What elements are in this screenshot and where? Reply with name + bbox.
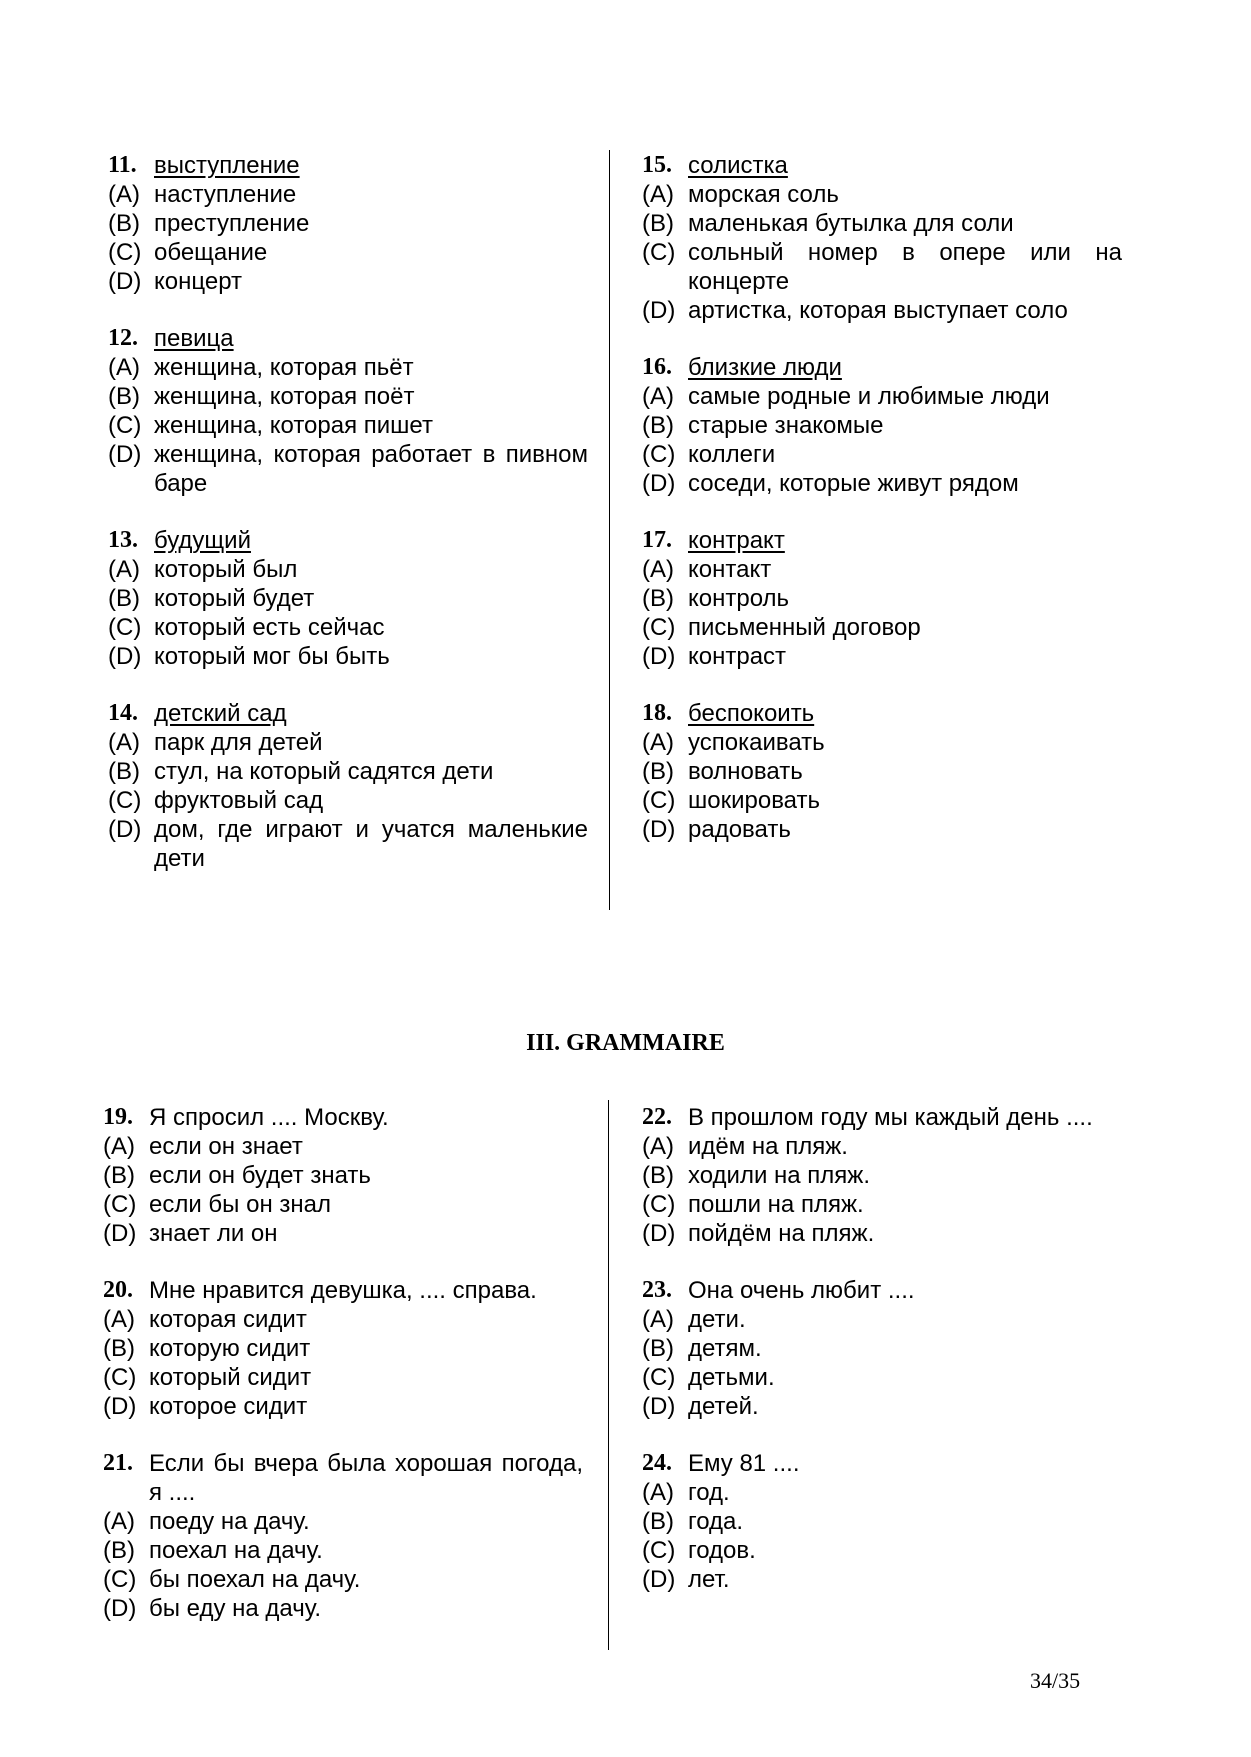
question-item [108, 526, 588, 671]
option-label: (B) [103, 1335, 135, 1362]
option-label: (A) [108, 181, 140, 208]
answer-option [642, 815, 1122, 844]
option-label: (C) [642, 1191, 676, 1218]
option-text: морская соль [688, 181, 839, 208]
answer-option [108, 180, 588, 209]
option-label: (A) [103, 1306, 135, 1333]
option-text: женщина, которая работает в пивном баре [154, 441, 588, 497]
option-text: ходили на пляж. [688, 1162, 871, 1189]
answer-option [103, 1507, 583, 1536]
grammar-left-column [103, 1103, 583, 1651]
option-text: обещание [154, 239, 268, 266]
option-label: (D) [108, 268, 142, 295]
option-text: если он будет знать [149, 1162, 371, 1189]
option-text: концерт [154, 268, 243, 295]
option-text: которую сидит [149, 1335, 311, 1362]
option-text: год. [688, 1479, 730, 1506]
question-header [108, 151, 588, 180]
option-text: детям. [688, 1335, 762, 1362]
option-label: (D) [108, 643, 142, 670]
option-label: (C) [642, 614, 676, 641]
option-label: (C) [108, 412, 142, 439]
page-number: 34/35 [1030, 1668, 1081, 1693]
option-text: бы поехал на дачу. [149, 1566, 361, 1593]
grammar-column-divider [608, 1100, 609, 1650]
question-item [642, 699, 1122, 844]
option-label: (C) [642, 441, 676, 468]
question-header [103, 1449, 583, 1507]
option-label: (D) [103, 1220, 137, 1247]
option-label: (D) [642, 816, 676, 843]
option-label: (D) [642, 297, 676, 324]
option-text: которое сидит [149, 1393, 308, 1420]
answer-option [642, 584, 1122, 613]
option-label: (B) [642, 758, 674, 785]
vocabulary-right-column [642, 151, 1122, 872]
option-text: маленькая бутылка для соли [688, 210, 1014, 237]
option-text: если бы он знал [149, 1191, 331, 1218]
question-number: 14. [108, 700, 138, 726]
option-text: который сидит [149, 1364, 312, 1391]
answer-option [642, 1478, 1122, 1507]
option-text: поеду на дачу. [149, 1508, 310, 1535]
option-text: если он знает [149, 1133, 303, 1160]
option-text: идём на пляж. [688, 1133, 848, 1160]
option-text: который будет [154, 585, 315, 612]
question-item [108, 699, 588, 873]
question-header [642, 151, 1122, 180]
option-label: (A) [642, 181, 674, 208]
question-header [642, 353, 1122, 382]
option-text: старые знакомые [688, 412, 884, 439]
option-text: самые родные и любимые люди [688, 383, 1050, 410]
option-label: (D) [108, 816, 142, 843]
question-header [642, 1103, 1122, 1132]
answer-option [103, 1190, 583, 1219]
option-text: пошли на пляж. [688, 1191, 864, 1218]
question-number: 12. [108, 325, 138, 351]
answer-option [642, 238, 1122, 296]
option-label: (B) [642, 1335, 674, 1362]
answer-option [642, 555, 1122, 584]
option-text: контроль [688, 585, 790, 612]
question-term: беспокоить [688, 700, 815, 727]
option-text: шокировать [688, 787, 820, 814]
option-label: (A) [108, 354, 140, 381]
option-label: (B) [108, 383, 140, 410]
option-label: (A) [103, 1508, 135, 1535]
option-text: наступление [154, 181, 297, 208]
answer-option [642, 1334, 1122, 1363]
question-item [642, 1276, 1122, 1421]
question-text: Я спросил .... Москву. [149, 1104, 389, 1131]
question-number: 15. [642, 152, 672, 178]
option-label: (A) [103, 1133, 135, 1160]
question-header [108, 324, 588, 353]
answer-option [642, 1305, 1122, 1334]
option-label: (D) [642, 643, 676, 670]
option-text: которая сидит [149, 1306, 307, 1333]
question-text: Мне нравится девушка, .... справа. [149, 1277, 537, 1304]
question-number: 24. [642, 1450, 672, 1476]
answer-option [108, 642, 588, 671]
answer-option [642, 613, 1122, 642]
option-label: (B) [642, 412, 674, 439]
option-label: (A) [642, 1133, 674, 1160]
option-text: фруктовый сад [154, 787, 324, 814]
section-title: III. GRAMMAIRE [526, 1030, 725, 1056]
option-text: письменный договор [688, 614, 921, 641]
question-item [103, 1103, 583, 1248]
vocabulary-column-divider [609, 150, 610, 910]
question-term: контракт [688, 527, 785, 554]
question-number: 16. [642, 354, 672, 380]
question-header [108, 699, 588, 728]
option-text: радовать [688, 816, 791, 843]
option-label: (D) [103, 1393, 137, 1420]
option-label: (A) [642, 729, 674, 756]
answer-option [108, 757, 588, 786]
option-text: успокаивать [688, 729, 825, 756]
option-label: (C) [642, 1364, 676, 1391]
option-text: контакт [688, 556, 772, 583]
answer-option [108, 440, 588, 498]
question-text: Она очень любит .... [688, 1277, 915, 1304]
option-label: (C) [103, 1191, 137, 1218]
answer-option [642, 1507, 1122, 1536]
option-label: (A) [642, 383, 674, 410]
option-label: (B) [642, 210, 674, 237]
answer-option [103, 1219, 583, 1248]
question-number: 11. [108, 152, 137, 178]
answer-option [642, 1219, 1122, 1248]
option-text: женщина, которая поёт [154, 383, 415, 410]
answer-option [103, 1594, 583, 1623]
answer-option [642, 209, 1122, 238]
option-text: волновать [688, 758, 803, 785]
question-header [642, 1449, 1122, 1478]
answer-option [108, 382, 588, 411]
option-label: (D) [642, 1566, 676, 1593]
answer-option [103, 1565, 583, 1594]
option-text: женщина, которая пишет [154, 412, 433, 439]
answer-option [642, 382, 1122, 411]
answer-option [642, 642, 1122, 671]
question-term: будущий [154, 527, 251, 554]
option-text: детьми. [688, 1364, 775, 1391]
answer-option [108, 613, 588, 642]
option-label: (C) [642, 1537, 676, 1564]
question-header [642, 699, 1122, 728]
option-text: лет. [688, 1566, 730, 1593]
answer-option [642, 786, 1122, 815]
option-text: парк для детей [154, 729, 323, 756]
option-text: бы еду на дачу. [149, 1595, 322, 1622]
option-label: (C) [103, 1364, 137, 1391]
option-text: сольный номер в опере или на концерте [688, 239, 1122, 295]
option-label: (B) [642, 585, 674, 612]
option-text: который мог бы быть [154, 643, 390, 670]
question-item [108, 151, 588, 296]
option-label: (C) [108, 239, 142, 266]
option-text: соседи, которые живут рядом [688, 470, 1019, 497]
answer-option [642, 757, 1122, 786]
option-label: (A) [642, 1306, 674, 1333]
option-label: (C) [103, 1566, 137, 1593]
option-label: (C) [108, 614, 142, 641]
answer-option [108, 411, 588, 440]
option-label: (B) [103, 1537, 135, 1564]
option-label: (C) [108, 787, 142, 814]
answer-option [642, 1190, 1122, 1219]
option-label: (A) [108, 556, 140, 583]
option-label: (D) [108, 441, 142, 468]
question-number: 21. [103, 1450, 133, 1476]
answer-option [103, 1161, 583, 1190]
grammar-right-column [642, 1103, 1122, 1622]
question-item [642, 1103, 1122, 1248]
option-text: женщина, которая пьёт [154, 354, 414, 381]
option-label: (B) [108, 758, 140, 785]
option-label: (A) [108, 729, 140, 756]
question-number: 17. [642, 527, 672, 553]
answer-option [642, 1565, 1122, 1594]
option-text: детей. [688, 1393, 759, 1420]
option-label: (A) [642, 556, 674, 583]
answer-option [642, 469, 1122, 498]
question-header [642, 1276, 1122, 1305]
question-item [642, 151, 1122, 325]
answer-option [642, 296, 1122, 325]
question-item [103, 1276, 583, 1421]
question-text: В прошлом году мы каждый день .... [688, 1104, 1093, 1131]
answer-option [642, 1363, 1122, 1392]
answer-option [642, 1536, 1122, 1565]
option-label: (B) [642, 1162, 674, 1189]
answer-option [103, 1132, 583, 1161]
answer-option [108, 238, 588, 267]
option-text: года. [688, 1508, 744, 1535]
question-number: 18. [642, 700, 672, 726]
question-item [642, 353, 1122, 498]
option-text: поехал на дачу. [149, 1537, 323, 1564]
option-text: артистка, которая выступает соло [688, 297, 1068, 324]
question-term: выступление [154, 152, 300, 179]
option-label: (D) [642, 1220, 676, 1247]
question-header [103, 1103, 583, 1132]
question-text: Если бы вчера была хорошая погода, я .... [149, 1450, 583, 1506]
option-label: (D) [103, 1595, 137, 1622]
question-number: 19. [103, 1104, 133, 1130]
option-text: стул, на который садятся дети [154, 758, 494, 785]
question-number: 13. [108, 527, 138, 553]
question-text: Ему 81 .... [688, 1450, 800, 1477]
question-term: близкие люди [688, 354, 842, 381]
answer-option [108, 353, 588, 382]
question-number: 22. [642, 1104, 672, 1130]
answer-option [103, 1536, 583, 1565]
option-label: (D) [642, 470, 676, 497]
question-item [103, 1449, 583, 1623]
answer-option [108, 728, 588, 757]
answer-option [103, 1363, 583, 1392]
option-text: который есть сейчас [154, 614, 385, 641]
answer-option [642, 411, 1122, 440]
option-text: знает ли он [149, 1220, 278, 1247]
option-text: годов. [688, 1537, 756, 1564]
answer-option [642, 1392, 1122, 1421]
option-text: который был [154, 556, 298, 583]
option-text: пойдём на пляж. [688, 1220, 875, 1247]
answer-option [108, 584, 588, 613]
option-label: (D) [642, 1393, 676, 1420]
option-label: (B) [108, 210, 140, 237]
answer-option [108, 815, 588, 873]
question-term: детский сад [154, 700, 287, 727]
option-text: преступление [154, 210, 310, 237]
answer-option [108, 267, 588, 296]
question-header [103, 1276, 583, 1305]
option-text: коллеги [688, 441, 776, 468]
question-item [642, 1449, 1122, 1594]
question-term: певица [154, 325, 234, 352]
option-text: контраст [688, 643, 787, 670]
answer-option [642, 180, 1122, 209]
question-number: 20. [103, 1277, 133, 1303]
option-label: (A) [642, 1479, 674, 1506]
answer-option [642, 728, 1122, 757]
option-label: (C) [642, 787, 676, 814]
question-number: 23. [642, 1277, 672, 1303]
answer-option [108, 786, 588, 815]
question-item [108, 324, 588, 498]
option-text: дети. [688, 1306, 746, 1333]
answer-option [108, 209, 588, 238]
question-term: солистка [688, 152, 788, 179]
answer-option [642, 1161, 1122, 1190]
answer-option [642, 440, 1122, 469]
option-label: (C) [642, 239, 676, 266]
option-label: (B) [642, 1508, 674, 1535]
option-label: (B) [108, 585, 140, 612]
question-item [642, 526, 1122, 671]
option-text: дом, где играют и учатся маленькие дети [154, 816, 588, 872]
answer-option [108, 555, 588, 584]
option-label: (B) [103, 1162, 135, 1189]
answer-option [103, 1305, 583, 1334]
vocabulary-left-column [108, 151, 588, 901]
answer-option [642, 1132, 1122, 1161]
answer-option [103, 1392, 583, 1421]
answer-option [103, 1334, 583, 1363]
question-header [108, 526, 588, 555]
question-header [642, 526, 1122, 555]
